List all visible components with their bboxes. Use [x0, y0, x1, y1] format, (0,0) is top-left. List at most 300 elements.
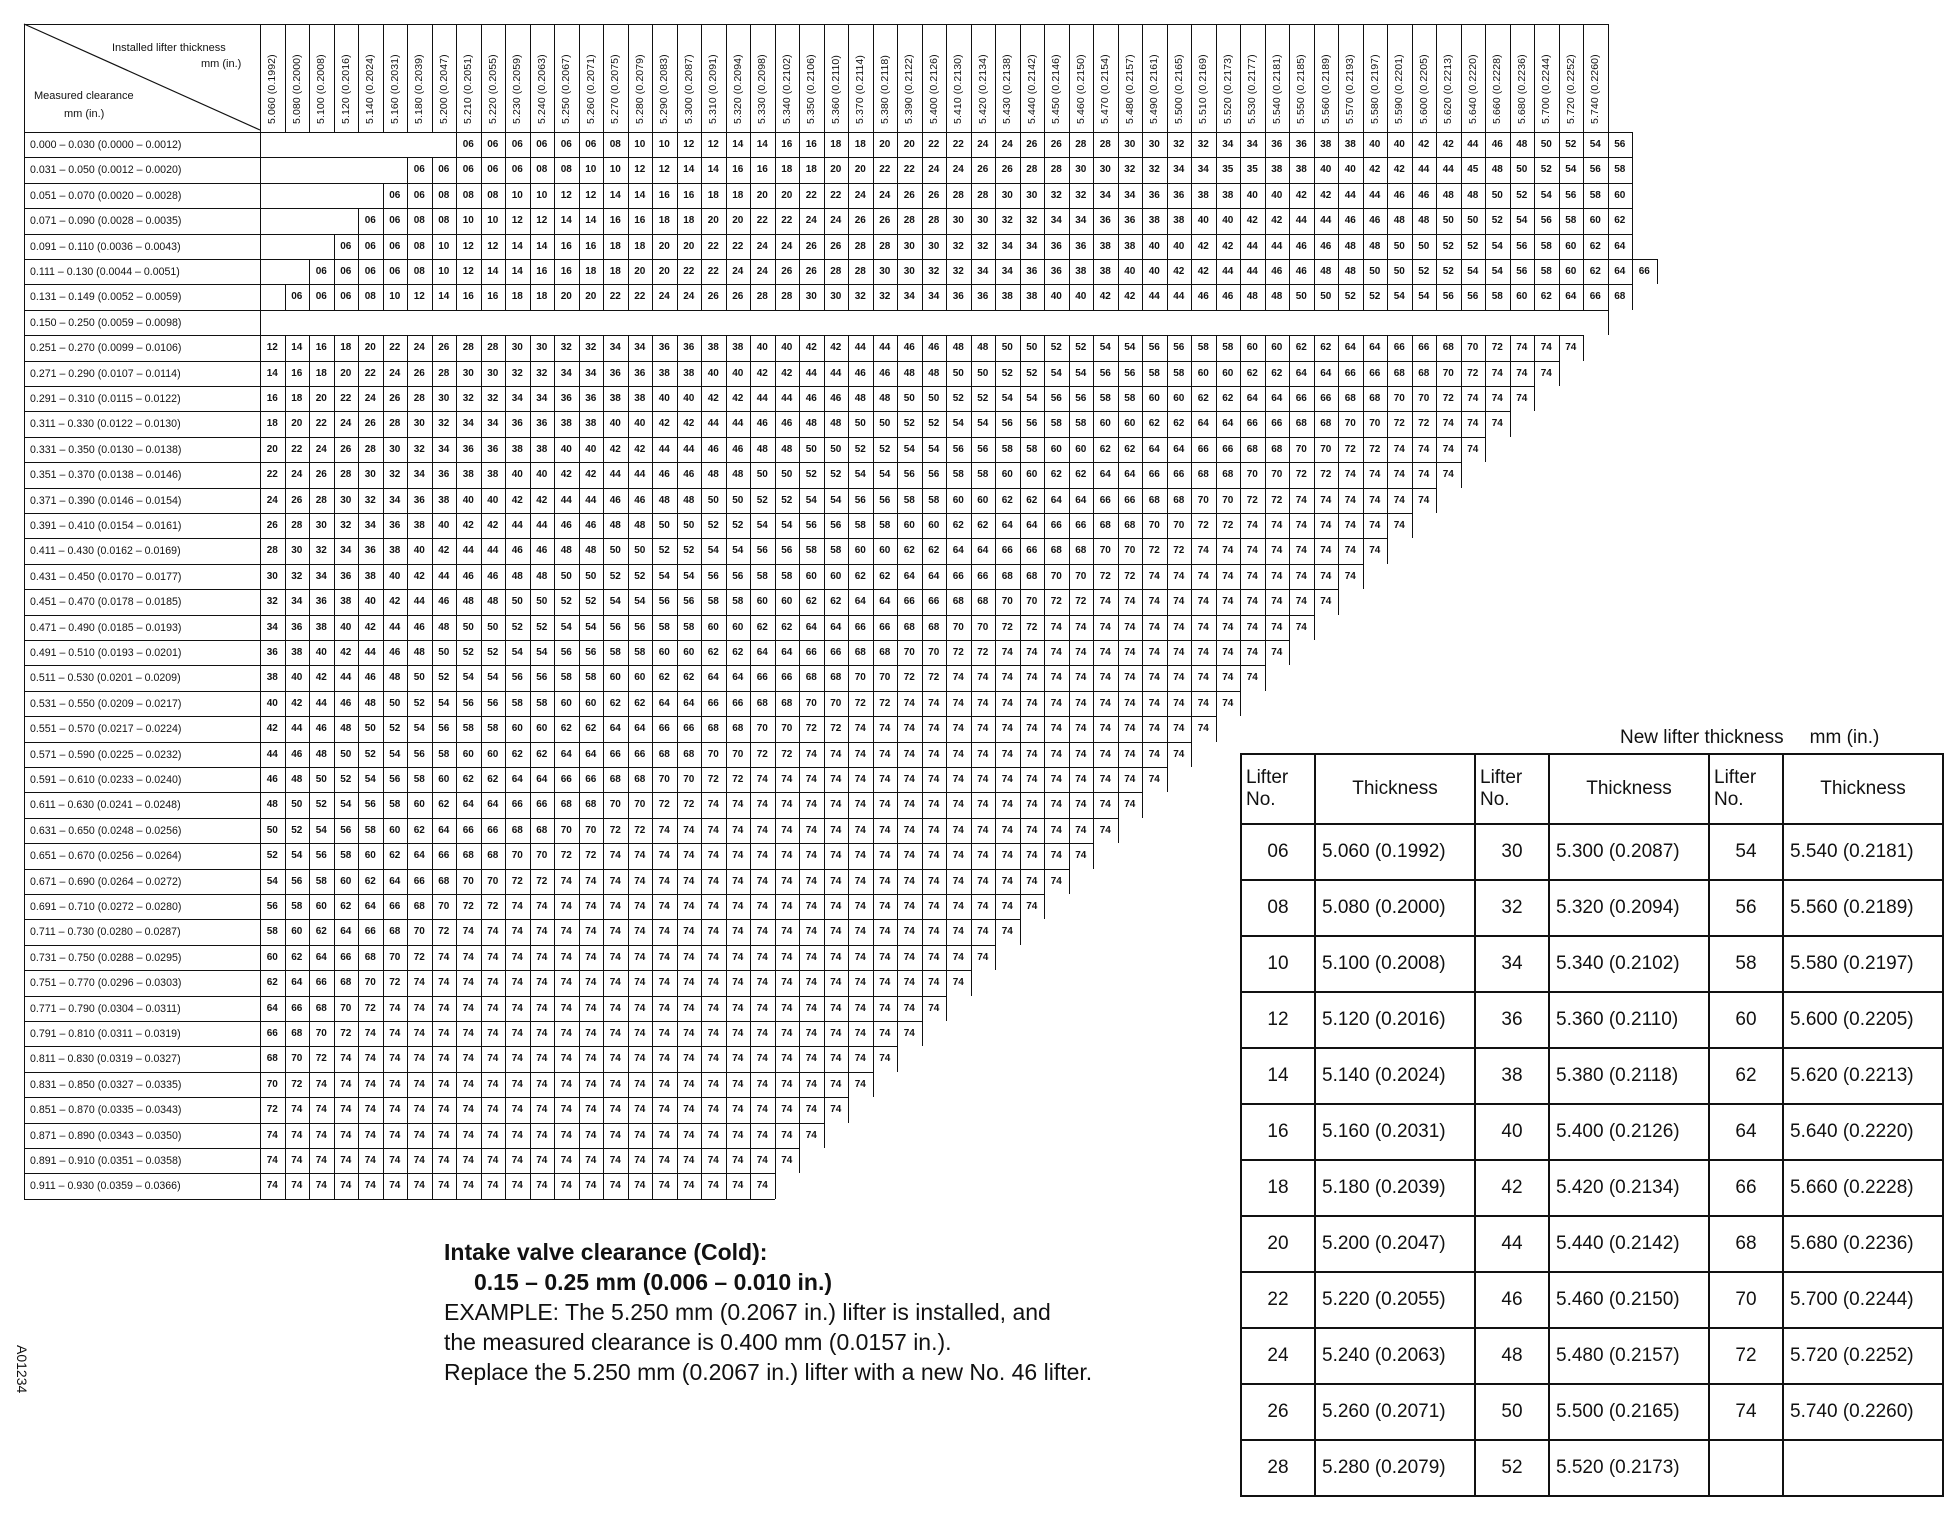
- cell-divider: [309, 996, 310, 1021]
- lifter-number-cell: 48: [977, 342, 989, 354]
- lifter-number-cell: 68: [1442, 342, 1454, 354]
- cell-divider: [1020, 132, 1021, 157]
- cell-divider: [260, 1046, 261, 1071]
- cell-divider: [1216, 208, 1217, 233]
- cell-divider: [1314, 335, 1315, 360]
- cell-divider: [603, 234, 604, 259]
- cell-divider: [260, 1072, 261, 1097]
- cell-divider: [603, 157, 604, 182]
- measured-clearance-label: 0.311 – 0.330 (0.0122 – 0.0130): [30, 418, 181, 431]
- lifter-number-cell: 44: [1442, 164, 1454, 176]
- installed-thickness-heading: 5.420 (0.2134): [976, 54, 989, 124]
- cell-divider: [407, 996, 408, 1021]
- cell-divider: [603, 386, 604, 411]
- lifter-number-cell: 68: [977, 596, 989, 608]
- cell-divider: [1069, 361, 1070, 386]
- installed-thickness-label: Installed lifter thickness: [112, 42, 226, 54]
- cell-divider: [505, 640, 506, 665]
- lifter-number-cell: 54: [1516, 215, 1528, 227]
- cell-divider: [652, 1123, 653, 1148]
- installed-thickness-heading: 5.450 (0.2146): [1050, 54, 1062, 124]
- cell-divider: [628, 183, 629, 208]
- cell-divider: [652, 742, 653, 767]
- cell-divider: [922, 894, 923, 919]
- cell-divider: [897, 335, 898, 360]
- header-column-divider: [775, 24, 776, 132]
- cell-divider: [603, 513, 604, 538]
- lifter-no-cell: 14: [1241, 1048, 1315, 1104]
- lifter-number-cell: 74: [315, 1104, 327, 1116]
- cell-divider: [456, 919, 457, 944]
- cell-divider: [824, 157, 825, 182]
- cell-divider: [922, 361, 923, 386]
- cell-divider: [775, 945, 776, 970]
- lifter-number-cell: 74: [903, 774, 915, 785]
- cell-divider: [1412, 183, 1413, 208]
- lifter-number-cell: 24: [291, 469, 303, 481]
- cell-divider: [726, 564, 727, 589]
- cell-divider: [383, 208, 384, 233]
- cell-divider: [775, 386, 776, 411]
- lifter-number-cell: 74: [634, 1002, 646, 1014]
- cell-divider: [1167, 157, 1168, 182]
- cell-divider: [358, 386, 359, 411]
- lifter-number-cell: 40: [364, 596, 376, 608]
- lifter-number-cell: 42: [536, 494, 548, 506]
- cell-divider: [1559, 157, 1560, 182]
- lifter-number-cell: 06: [511, 164, 523, 176]
- lifter-number-cell: 74: [952, 824, 964, 836]
- lifter-number-cell: 74: [977, 799, 989, 811]
- cell-divider: [1461, 335, 1462, 360]
- lifter-number-cell: 36: [560, 393, 572, 404]
- header-column-divider: [1044, 24, 1045, 132]
- lifter-number-cell: 36: [1099, 215, 1111, 227]
- lifter-number-cell: 74: [879, 926, 891, 938]
- lifter-number-cell: 74: [462, 1002, 474, 1014]
- cell-divider: [1191, 691, 1192, 716]
- cell-divider: [505, 488, 506, 513]
- lifter-number-cell: 68: [1148, 494, 1160, 506]
- lifter-number-cell: 64: [634, 723, 646, 735]
- cell-divider: [701, 615, 702, 640]
- lifter-number-cell: 74: [609, 1053, 621, 1065]
- lifter-number-cell: 24: [413, 342, 425, 354]
- lifter-number-cell: 06: [315, 266, 327, 277]
- cell-divider: [726, 1046, 727, 1071]
- cell-divider: [628, 437, 629, 462]
- header-column-divider: [309, 24, 310, 132]
- cell-divider: [824, 894, 825, 919]
- lifter-number-cell: 08: [413, 240, 425, 252]
- cell-divider: [848, 259, 849, 284]
- cell-divider: [334, 513, 335, 538]
- cell-divider: [1559, 132, 1560, 157]
- cell-divider: [652, 970, 653, 995]
- cell-divider: [677, 869, 678, 894]
- cell-divider: [628, 234, 629, 259]
- lifter-number-cell: 36: [1271, 139, 1283, 150]
- lifter-number-cell: 40: [511, 469, 523, 481]
- lifter-number-cell: 74: [585, 977, 597, 989]
- cell-divider: [481, 234, 482, 259]
- cell-divider: [1191, 564, 1192, 589]
- lifter-number-cell: 66: [1320, 393, 1332, 404]
- lifter-number-cell: 64: [707, 672, 719, 684]
- header-column-divider: [1510, 24, 1511, 132]
- cell-divider: [1216, 665, 1217, 690]
- cell-divider: [922, 869, 923, 894]
- cell-divider: [1044, 792, 1045, 817]
- lifter-number-cell: 46: [658, 469, 670, 481]
- lifter-number-cell: 74: [879, 723, 891, 735]
- lifter-number-cell: 72: [1442, 393, 1454, 404]
- row-end-divider: [775, 1173, 776, 1198]
- lifter-number-cell: 74: [266, 1129, 278, 1141]
- lifter-number-cell: 14: [536, 240, 548, 252]
- cell-divider: [309, 767, 310, 792]
- legend-row: [1241, 1104, 1943, 1160]
- cell-divider: [530, 818, 531, 843]
- cell-divider: [628, 513, 629, 538]
- cell-divider: [579, 157, 580, 182]
- measured-clearance-label: 0.051 – 0.070 (0.0020 – 0.0028): [30, 189, 182, 202]
- lifter-number-cell: 44: [1295, 215, 1307, 227]
- lifter-number-cell: 74: [438, 977, 450, 989]
- lifter-number-cell: 74: [1099, 697, 1111, 709]
- measured-clearance-label: 0.351 – 0.370 (0.0138 – 0.0146): [30, 469, 182, 482]
- cell-divider: [1216, 411, 1217, 436]
- cell-divider: [1216, 132, 1217, 157]
- lifter-number-cell: 34: [928, 291, 940, 303]
- lifter-number-cell: 74: [1124, 647, 1136, 658]
- lifter-number-cell: 28: [291, 520, 303, 531]
- cell-divider: [407, 183, 408, 208]
- cell-divider: [1338, 437, 1339, 462]
- cell-divider: [432, 411, 433, 436]
- lifter-number-cell: 16: [536, 266, 548, 277]
- lifter-number-cell: 30: [438, 393, 450, 404]
- lifter-number-cell: 50: [340, 748, 352, 760]
- lifter-number-cell: 60: [903, 520, 915, 531]
- lifter-number-cell: 44: [1222, 266, 1234, 277]
- lifter-number-cell: 52: [732, 520, 744, 531]
- lifter-number-cell: 08: [609, 139, 621, 150]
- cell-divider: [383, 945, 384, 970]
- lifter-number-cell: 70: [1295, 443, 1307, 455]
- row-end-divider: [1657, 259, 1658, 284]
- lifter-number-cell: 74: [634, 1104, 646, 1116]
- lifter-number-cell: 66: [511, 799, 523, 811]
- lifter-number-cell: 46: [1393, 189, 1405, 201]
- cell-divider: [407, 691, 408, 716]
- cell-divider: [334, 716, 335, 741]
- new-lifter-caption-text: New lifter thickness: [1620, 727, 1784, 748]
- lifter-number-cell: 46: [536, 545, 548, 557]
- cell-divider: [530, 208, 531, 233]
- lifter-number-cell: 10: [389, 291, 401, 303]
- cell-divider: [1044, 615, 1045, 640]
- cell-divider: [701, 589, 702, 614]
- lifter-number-cell: 16: [315, 342, 327, 354]
- cell-divider: [750, 945, 751, 970]
- lifter-number-cell: 72: [1099, 570, 1111, 582]
- lifter-number-cell: 52: [683, 545, 695, 557]
- cell-divider: [358, 1072, 359, 1097]
- cell-divider: [897, 538, 898, 563]
- lifter-number-cell: 46: [1418, 189, 1430, 201]
- cell-divider: [309, 1072, 310, 1097]
- cell-divider: [775, 615, 776, 640]
- lifter-number-cell: 46: [928, 342, 940, 354]
- lifter-number-cell: 64: [781, 647, 793, 658]
- lifter-number-cell: 74: [830, 926, 842, 938]
- cell-divider: [1363, 538, 1364, 563]
- cell-divider: [334, 691, 335, 716]
- cell-divider: [432, 1072, 433, 1097]
- cell-divider: [824, 411, 825, 436]
- lifter-number-cell: 44: [805, 367, 817, 379]
- cell-divider: [334, 843, 335, 868]
- lifter-number-cell: 68: [1295, 418, 1307, 430]
- cell-divider: [775, 996, 776, 1021]
- lifter-number-cell: 44: [1320, 215, 1332, 227]
- lifter-number-cell: 62: [609, 697, 621, 709]
- legend-row: [1241, 936, 1943, 992]
- cell-divider: [726, 945, 727, 970]
- cell-divider: [726, 818, 727, 843]
- lifter-number-cell: 50: [536, 596, 548, 608]
- lifter-number-cell: 74: [1099, 824, 1111, 836]
- cell-divider: [897, 945, 898, 970]
- lifter-number-cell: 10: [438, 266, 450, 277]
- cell-divider: [334, 437, 335, 462]
- lifter-number-cell: 46: [560, 520, 572, 531]
- lifter-number-cell: 28: [977, 189, 989, 201]
- cell-divider: [971, 691, 972, 716]
- cell-divider: [775, 1072, 776, 1097]
- lifter-number-cell: 56: [389, 774, 401, 785]
- lifter-number-cell: 70: [1148, 520, 1160, 531]
- lifter-number-cell: 72: [1369, 443, 1381, 455]
- cell-divider: [1093, 183, 1094, 208]
- lifter-number-cell: 56: [928, 469, 940, 481]
- lifter-number-cell: 74: [756, 1104, 768, 1116]
- lifter-number-cell: 64: [1295, 367, 1307, 379]
- cell-divider: [922, 818, 923, 843]
- lifter-number-cell: 62: [1148, 418, 1160, 430]
- lifter-number-cell: 70: [609, 799, 621, 811]
- header-column-divider: [432, 24, 433, 132]
- lifter-number-cell: 14: [511, 266, 523, 277]
- cell-divider: [530, 361, 531, 386]
- lifter-number-cell: 74: [462, 1028, 474, 1039]
- row-end-divider: [897, 1046, 898, 1071]
- cell-divider: [995, 665, 996, 690]
- lifter-number-cell: 74: [1344, 520, 1356, 531]
- lifter-number-cell: 14: [291, 342, 303, 354]
- lifter-number-cell: 64: [560, 748, 572, 760]
- lifter-number-cell: 68: [1050, 545, 1062, 557]
- grid-bottom-border: [24, 1199, 775, 1200]
- cell-divider: [334, 615, 335, 640]
- cell-divider: [554, 564, 555, 589]
- cell-divider: [971, 411, 972, 436]
- lifter-number-cell: 26: [1026, 139, 1038, 150]
- cell-divider: [873, 869, 874, 894]
- lifter-number-cell: 28: [756, 291, 768, 303]
- lifter-number-cell: 74: [830, 901, 842, 912]
- lifter-number-cell: 20: [315, 393, 327, 404]
- lifter-number-cell: 74: [952, 951, 964, 963]
- lifter-number-cell: 74: [291, 1104, 303, 1116]
- lifter-number-cell: 72: [952, 647, 964, 658]
- cell-divider: [1216, 538, 1217, 563]
- cell-divider: [628, 564, 629, 589]
- cell-divider: [579, 640, 580, 665]
- lifter-number-cell: 60: [854, 545, 866, 557]
- lifter-number-cell: 26: [732, 291, 744, 303]
- lifter-number-cell: 74: [1173, 621, 1185, 633]
- lifter-number-cell: 08: [462, 189, 474, 201]
- row-end-divider: [1387, 538, 1388, 563]
- installed-thickness-heading: 5.260 (0.2071): [584, 54, 597, 124]
- legend-body: [1241, 824, 1943, 1496]
- lifter-number-cell: 58: [854, 520, 866, 531]
- lifter-number-cell: 74: [585, 951, 597, 963]
- lifter-number-cell: 72: [830, 723, 842, 735]
- cell-divider: [407, 1123, 408, 1148]
- lifter-number-cell: 50: [413, 672, 425, 684]
- lifter-number-cell: 74: [560, 951, 572, 963]
- lifter-number-cell: 58: [756, 570, 768, 582]
- lifter-no-cell: 22: [1241, 1272, 1315, 1328]
- lifter-number-cell: 06: [487, 164, 499, 176]
- cell-divider: [652, 411, 653, 436]
- lifter-number-cell: 52: [364, 748, 376, 760]
- cell-divider: [260, 767, 261, 792]
- cell-divider: [799, 157, 800, 182]
- lifter-number-cell: 72: [1001, 621, 1013, 633]
- lifter-number-cell: 74: [1050, 697, 1062, 709]
- lifter-number-cell: 40: [389, 570, 401, 582]
- lifter-number-cell: 74: [1148, 672, 1160, 684]
- cell-divider: [922, 564, 923, 589]
- lifter-number-cell: 48: [389, 672, 401, 684]
- cell-divider: [579, 462, 580, 487]
- cell-divider: [505, 564, 506, 589]
- cell-divider: [530, 996, 531, 1021]
- cell-divider: [1020, 792, 1021, 817]
- lifter-number-cell: 74: [854, 951, 866, 963]
- lifter-number-cell: 16: [609, 215, 621, 227]
- lifter-number-cell: 58: [928, 494, 940, 506]
- cell-divider: [554, 208, 555, 233]
- lifter-number-cell: 74: [1050, 799, 1062, 811]
- legend-row: [1241, 1384, 1943, 1440]
- cell-divider: [358, 462, 359, 487]
- cell-divider: [1240, 335, 1241, 360]
- cell-divider: [432, 1046, 433, 1071]
- lifter-number-cell: 74: [830, 850, 842, 862]
- lifter-number-cell: 28: [952, 189, 964, 201]
- lifter-number-cell: 32: [585, 342, 597, 354]
- cell-divider: [701, 335, 702, 360]
- lifter-no-cell: 72: [1709, 1328, 1783, 1384]
- lifter-number-cell: 38: [1320, 139, 1332, 150]
- cell-divider: [1093, 691, 1094, 716]
- cell-divider: [1167, 691, 1168, 716]
- cell-divider: [358, 1046, 359, 1071]
- cell-divider: [1118, 183, 1119, 208]
- cell-divider: [750, 132, 751, 157]
- cell-divider: [652, 488, 653, 513]
- cell-divider: [1020, 818, 1021, 843]
- lifter-number-cell: 12: [634, 164, 646, 176]
- lifter-no-cell: 68: [1709, 1216, 1783, 1272]
- cell-divider: [603, 615, 604, 640]
- cell-divider: [726, 1148, 727, 1173]
- cell-divider: [407, 488, 408, 513]
- lifter-number-cell: 08: [413, 215, 425, 227]
- cell-divider: [848, 716, 849, 741]
- lifter-number-cell: 74: [903, 799, 915, 811]
- cell-divider: [971, 157, 972, 182]
- cell-divider: [505, 818, 506, 843]
- lifter-number-cell: 34: [364, 520, 376, 531]
- cell-divider: [677, 386, 678, 411]
- lifter-number-cell: 70: [1075, 570, 1087, 582]
- lifter-number-cell: 44: [462, 545, 474, 557]
- cell-divider: [334, 767, 335, 792]
- row-end-divider: [1436, 488, 1437, 513]
- cell-divider: [358, 665, 359, 690]
- cell-divider: [946, 615, 947, 640]
- cell-divider: [1412, 361, 1413, 386]
- lifter-number-cell: 50: [1540, 139, 1552, 150]
- cell-divider: [1534, 259, 1535, 284]
- cell-divider: [1020, 767, 1021, 792]
- lifter-number-cell: 74: [413, 977, 425, 989]
- cell-divider: [1069, 691, 1070, 716]
- cell-divider: [775, 818, 776, 843]
- lifter-number-cell: 36: [1295, 139, 1307, 150]
- cell-divider: [922, 462, 923, 487]
- lifter-number-cell: 64: [438, 824, 450, 836]
- lifter-number-cell: 34: [609, 342, 621, 354]
- lifter-number-cell: 38: [1075, 266, 1087, 277]
- installed-thickness-heading: 5.410 (0.2130): [952, 54, 964, 124]
- lifter-no-cell: 12: [1241, 992, 1315, 1048]
- lifter-thickness-cell: 5.480 (0.2157): [1549, 1328, 1709, 1384]
- lifter-number-cell: 42: [1173, 266, 1185, 277]
- cell-divider: [1044, 284, 1045, 309]
- lifter-number-cell: 40: [1173, 240, 1185, 252]
- lifter-number-cell: 12: [707, 139, 719, 150]
- lifter-number-cell: 06: [487, 139, 499, 150]
- lifter-number-cell: 56: [977, 443, 989, 455]
- lifter-number-cell: 24: [389, 367, 401, 379]
- lifter-number-cell: 46: [854, 367, 866, 379]
- lifter-number-cell: 72: [1197, 520, 1209, 531]
- cell-divider: [848, 1021, 849, 1046]
- lifter-number-cell: 54: [1418, 291, 1430, 303]
- lifter-no-cell: 54: [1709, 824, 1783, 880]
- cell-divider: [628, 462, 629, 487]
- cell-divider: [971, 437, 972, 462]
- cell-divider: [701, 564, 702, 589]
- cell-divider: [1118, 640, 1119, 665]
